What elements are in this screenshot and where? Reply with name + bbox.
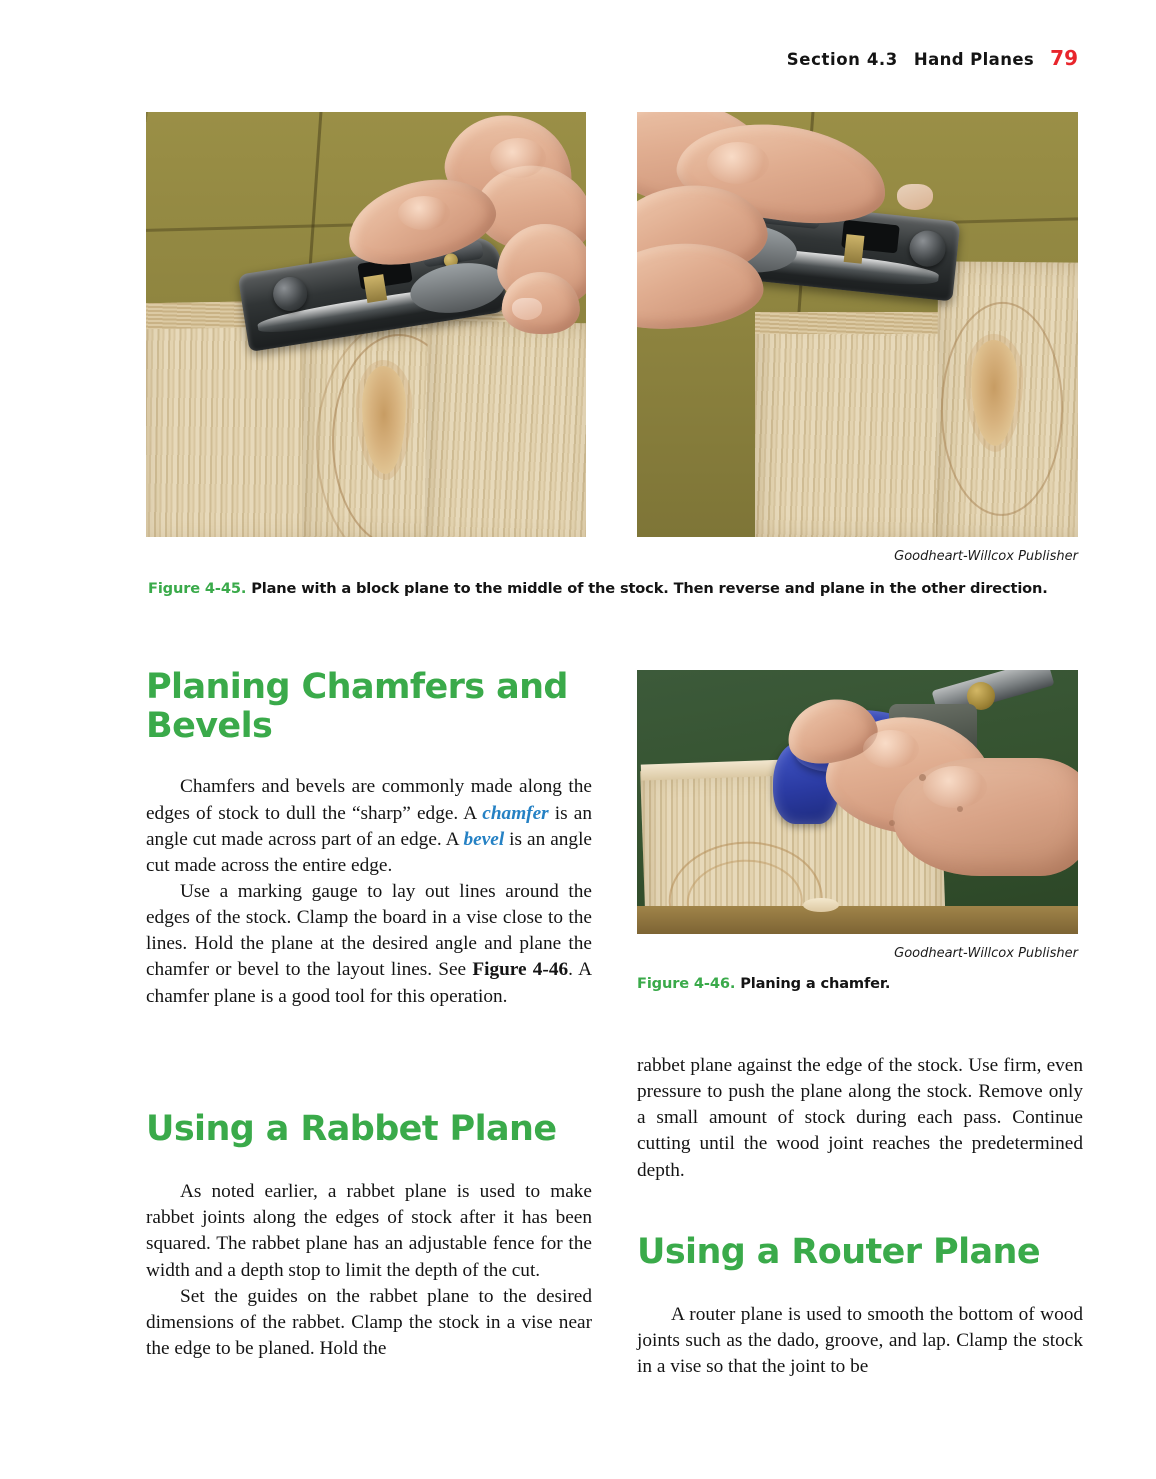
figure-reference-4-46: Figure 4-46: [472, 959, 569, 981]
figure-4-45-caption: [148, 580, 1080, 598]
figure-4-46-credit: Goodheart-Willcox Publisher: [894, 946, 1078, 961]
paragraph-chamfers-definition: [146, 774, 592, 879]
para2-part2: . A chamfer plane is a good tool for this operation.: [146, 959, 592, 1007]
heading-planing-chamfers-and-bevels: Planing Chamfers and Bevels: [146, 667, 568, 747]
para1-part1: Chamfers and bevels are commonly made along the edges of stock to dull the “sharp” edge. A: [146, 776, 592, 824]
paragraph-rabbet-plane-intro: As noted earlier, a rabbet plane is used to make rabbet joints along the edges of stock after it has been squared. The rabbet plane has an adjustable fence for the width and a depth stop to limit the depth of the cut.: [146, 1181, 592, 1281]
wood-shaving: [803, 898, 839, 912]
running-head-section: Section 4.3: [786, 50, 898, 69]
heading-using-a-rabbet-plane: Using a Rabbet Plane: [146, 1109, 557, 1149]
page-number: 79: [1050, 46, 1078, 70]
figure-4-46-caption: [637, 975, 1083, 993]
figure-4-45-credit: Goodheart-Willcox Publisher: [894, 549, 1078, 564]
figure-4-45-photo-left: [146, 112, 586, 537]
term-chamfer: chamfer: [482, 802, 549, 824]
figure-4-45-number: Figure 4-45.: [148, 580, 247, 597]
left-column-lower: [146, 1110, 592, 1362]
figure-4-45-caption-text: Plane with a block plane to the middle of the stock. Then reverse and plane in the other direction.: [251, 580, 1048, 597]
paragraph-rabbet-plane-continued: rabbet plane against the edge of the stock. Use firm, even pressure to push the plane along the stock. Remove only a small amount of stock during each pass. Continue cutting until the wood joint reaches the predetermined depth.: [637, 1055, 1083, 1181]
pine-board-right-face: [424, 321, 586, 537]
figure-4-46-caption-text: Planing a chamfer.: [740, 975, 891, 992]
right-column-upper: [637, 1053, 1083, 1184]
pine-board-left-face: [755, 312, 965, 537]
para2-part1: Use a marking gauge to lay out lines around the edges of the stock. Clamp the board in a vise close to the lines. Hold the plane at the desired angle and plane the chamfer or bevel to the layout lines. See: [146, 880, 592, 981]
figure-4-46-number: Figure 4-46.: [637, 975, 736, 992]
figure-4-45-photo-right: [637, 112, 1078, 537]
paragraph-rabbet-plane-setup: Set the guides on the rabbet plane to the desired dimensions of the rabbet. Clamp the stock in a vise near the edge to be planed. Hold the: [146, 1285, 592, 1360]
plane-adjuster-knob: [908, 229, 948, 269]
pine-board-end: [936, 261, 1078, 537]
paragraph-router-plane-intro: A router plane is used to smooth the bottom of wood joints such as the dado, groove, and lap. Clamp the stock in a vise so that the joint to be: [637, 1304, 1083, 1378]
para1-part3: is an angle cut made across the entire edge.: [146, 828, 592, 876]
paragraph-marking-gauge: [146, 879, 592, 1010]
term-bevel: bevel: [463, 828, 505, 850]
heading-using-a-router-plane: Using a Router Plane: [637, 1232, 1040, 1272]
running-head: [787, 46, 1078, 70]
figure-4-46-photo: [637, 670, 1078, 934]
plane-adjuster-knob: [271, 275, 310, 314]
running-head-topic: Hand Planes: [913, 50, 1035, 69]
right-column-lower: [637, 1233, 1083, 1381]
left-column-upper: [146, 668, 592, 1010]
bench-edge: [637, 906, 1078, 934]
para1-part2: is an angle cut made across part of an edge. A: [146, 802, 592, 850]
